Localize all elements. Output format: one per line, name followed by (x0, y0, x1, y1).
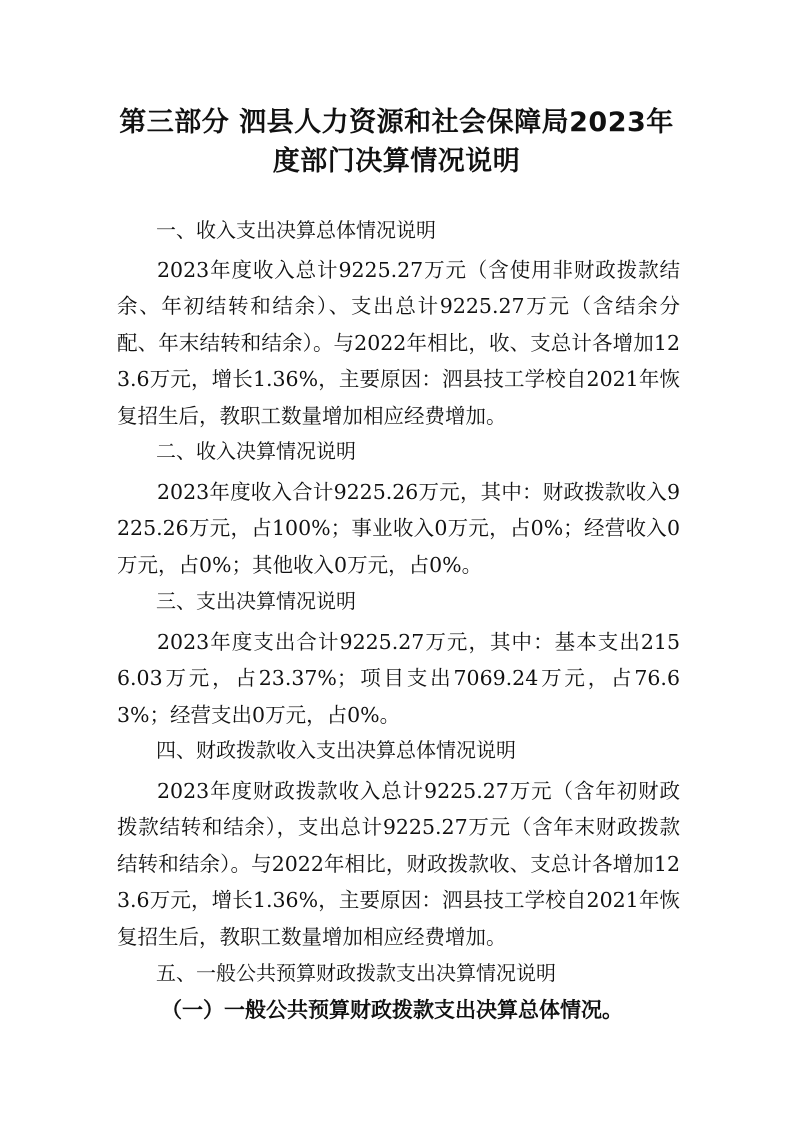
section-heading-5: 五、一般公共预算财政拨款支出决算情况说明 (156, 961, 556, 985)
document-title-line-1: 第三部分 泗县人力资源和社会保障局2023年 (119, 107, 674, 138)
section-heading-4: 四、财政拨款收入支出决算总体情况说明 (156, 738, 516, 762)
section-body-2: 2023年度收入合计9225.26万元，其中：财政拨款收入9225.26万元，占100%；事业收入0万元，占0%；经营收入0万元，占0%；其他收入0万元，占0%。 (117, 480, 680, 577)
section-body-4: 2023年度财政拨款收入总计9225.27万元（含年初财政拨款结转和结余），支出总计9225.27万元（含年末财政拨款结转和结余）。与2022年相比，财政拨款收、支总计各增加123.6万元，增长1.36%，主要原因：泗县技工学校自2021年恢复招生后，教职工数量增加相应经费增加。 (117, 779, 680, 949)
section-body-1: 2023年度收入总计9225.27万元（含使用非财政拨款结余、年初结转和结余）、支出总计9225.27万元（含结余分配、年末结转和结余）。与2022年相比，收、支总计各增加123.6万元，增长1.36%，主要原因：泗县技工学校自2021年恢复招生后，教职工数量增加相应经费增加。 (117, 258, 680, 428)
subsection-heading: （一）一般公共预算财政拨款支出决算总体情况。 (161, 997, 623, 1022)
section-heading-3: 三、支出决算情况说明 (156, 589, 356, 613)
document-title-line-2: 度部门决算情况说明 (272, 146, 521, 177)
section-heading-1: 一、收入支出决算总体情况说明 (156, 218, 436, 242)
section-heading-2: 二、收入决算情况说明 (156, 439, 356, 463)
section-body-3: 2023年度支出合计9225.27万元，其中：基本支出2156.03万元，占23.37%；项目支出7069.24万元，占76.63%；经营支出0万元，占0%。 (117, 630, 680, 727)
